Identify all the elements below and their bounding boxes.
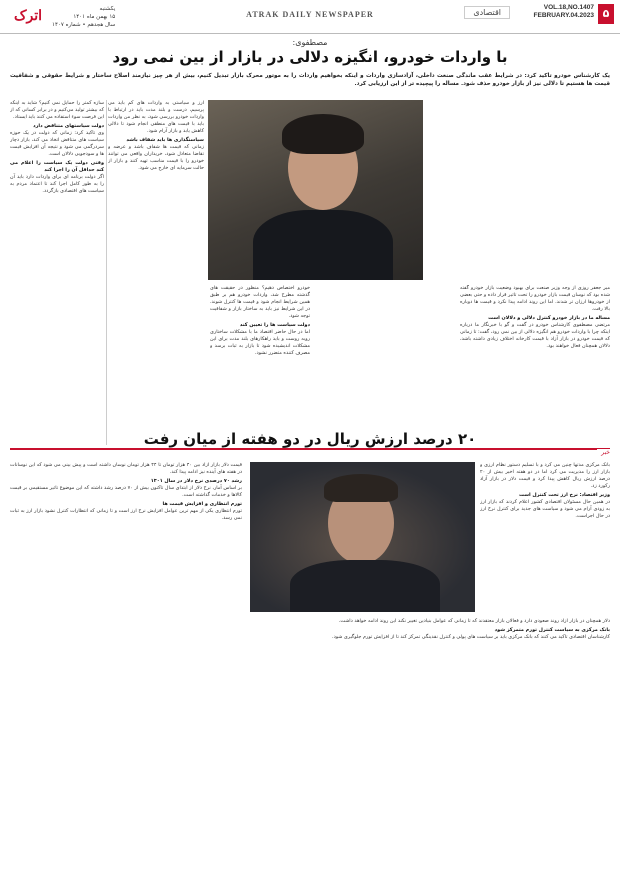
article1-col-right-subhead: مساله ما در بازار خودرو کنترل دلالی و دلالان است <box>488 315 610 321</box>
masthead <box>0 0 620 34</box>
section-band <box>10 448 610 458</box>
article1-col-far-left-text: سازه کمتر را حمایل نمی کنیم؟ شاید به اینکه که بیشتر تولید می‌کنیم و در برابر کسانی که از این فرصت سوء استفاده می کنند باید ایستاد. <box>10 100 104 120</box>
volume-line: VOL.18,NO.1407 <box>543 4 594 11</box>
page-number: ۵ <box>598 4 614 24</box>
paper-name: ATRAK DAILY NEWSPAPER <box>246 10 374 19</box>
person-suit <box>290 560 440 612</box>
newspaper-logo: اترک <box>13 8 43 24</box>
article1-col-mid-subhead: دولت سیاست ها را تعیین کند <box>239 322 310 328</box>
article1-col-mid <box>210 285 310 445</box>
band-label: خبر <box>597 449 610 456</box>
date-fa: ۱۵ بهمن ماه ۱۴۰۱ <box>73 14 116 20</box>
article1-col-left-text: ارز و سیاستی به واردات های کم باید می پرسیم، درست و بلند مدت باید در ارتباط با واردات خودرو بررسی شود، به نظر من واردات باید با قیمت های منطقی انجام شود تا دلالی کاهش یابد و بازار آرام شود. <box>108 100 204 134</box>
article1-col-far-left-text2: وی تاکید کرد: زمانی که دولت در یک حوزه سیاست های متناقض اتخاذ می کند، بازار دچار سردرگمی می شود و نتیجه آن افزایش قیمت ها و سودجویی دلالان است. <box>10 130 104 157</box>
article1-col-far-left-text3: اگر دولت برنامه ای برای واردات دارد باید آن را به طور کامل اجرا کند تا اعتماد مردم به سیاست های اقتصادی بازگردد. <box>10 174 104 194</box>
article1-col-right-text: میر جعفر روزی از وجه وزیر صنعت برای بهبود وضعیت بازار خودرو گفته شده بود که نوسان قیمت بازار خودرو را تحت تاثیر قرار داده و حتی بعضی از خودروها ارزان تر شدند. اما این روند ادامه پیدا نکرد و قیمت ها دوباره بالا رفت. <box>460 285 610 312</box>
article1-headline: با واردات خودرو، انگیزه دلالی در بازار از بین نمی رود <box>112 48 508 66</box>
article2-col-right-text2: در همین حال مسئولان اقتصادی کشور اعلام کردند که بازار ارز به زودی آرام می شود و سیاست های جدید برای کنترل نرخ ارز در حال اجراست. <box>480 499 610 519</box>
article2-col-bottom <box>250 618 610 878</box>
article1-col-mid-text2: اما در حال حاضر اقتصاد ما با مشکلات ساختاری روبه روست و باید راهکارهای بلند مدت برای این مشکلات اندیشیده شود تا بازار به ثبات برسد و مصرف کننده متضرر نشود. <box>210 329 310 356</box>
article1-col-right <box>460 285 610 445</box>
article1-col-left-text2: زمانی که قیمت ها شفاف باشد و عرضه و تقاضا متعادل شود، خریداران واقعی می توانند خودرو را با قیمت مناسب تهیه کنند و بازار از حالت سرمایه ای خارج می شود. <box>108 144 204 171</box>
article2-photo <box>250 462 475 612</box>
article2-col-right <box>480 462 610 612</box>
article2-col-mid-text: دلار همچنان در بازار آزاد روند صعودی دارد و فعالان بازار معتقدند که تا زمانی که عوامل بنیادین تغییر نکند این روند ادامه خواهد داشت. <box>338 618 610 624</box>
article2-col-left <box>10 462 242 878</box>
article1-photo <box>208 100 423 280</box>
article2-col-left-text: قیمت دلار بازار آزاد بین ۴۰ هزار تومان تا ۴۴ هزار تومان نوسان داشته است و پیش بینی می شود که این نوسانات در هفته های آینده نیز ادامه پیدا کند. <box>10 462 242 475</box>
article2-col-mid-text2: کارشناسان اقتصادی تاکید می کنند که بانک مرکزی باید بر سیاست های پولی و کنترل نقدینگی تمرکز کند تا از افزایش تورم جلوگیری شود. <box>332 634 610 640</box>
issue-line: سال هجدهم • شماره ۱۴۰۷ <box>52 22 116 28</box>
article2-col-right-text: بانک مرکزی مدتها چنین می کرد و با تسلیم دستور نظام ارزی و بازار ارز را مدیریت می کرد اما در دو هفته اخیر بیش از ۲۰ درصد ارزش ریال کاهش پیدا کرد و قیمت دلار در بازار آزاد رکورد زد. <box>480 462 610 489</box>
article2-col-right-subhead: وزیر اقتصاد: نرخ ارز تحت کنترل است <box>519 492 610 498</box>
article1-col-right-text2: مرتضی مصطفوی کارشناس خودرو در گفت و گو با خبرنگار ما درباره اینکه چرا با واردات خودرو هم انگیزه دلالی از بین نمی رود، گفت: تا زمانی که قیمت خودرو در بازار آزاد با قیمت کارخانه اختلاف زیادی داشته باشد، دلالان همچنان فعال خواهند بود. <box>460 322 610 349</box>
section-label: اقتصادی <box>464 6 510 19</box>
article2-col-left-subhead2: تورم انتظاری و افزایش قیمت ها <box>162 501 242 507</box>
article2-headline: ۲۰ درصد ارزش ریال در دو هفته از میان رفت <box>143 430 477 448</box>
weekday: یکشنبه <box>99 6 116 12</box>
person-hair <box>282 114 364 154</box>
person-suit <box>253 210 393 280</box>
article1-lede: یک کارشناس خودرو تاکید کرد: در شرایط عقب ماندگی صنعت داخلی، آزادسازی واردات و اینکه بخواهیم واردات را به موتور محرک بازار تبدیل کنیم، بیش از هر چیز نیازمند اصلاح ساختار و شرایط حقوقی و شفافیت قیمت ها هستیم تا دلالی نیز از بازار خودرو حذف شود. مساله را پیچیده تر از این ارزیابی کرد. <box>10 73 610 87</box>
date-line: FEBRUARY.04.2023 <box>533 12 594 19</box>
article2-col-mid-subhead: بانک مرکزی به سیاست کنترل تورم متمرکز شود <box>494 627 610 633</box>
article1-col-far-left-subhead: دولت سیاستهای متناقض دارد <box>33 123 104 129</box>
article2-col-left-subhead: رشد ۷۰ درصدی نرخ دلار در سال ۱۴۰۱ <box>150 478 242 484</box>
article1-col-left-subhead: سیاستگذاری ها باید شفاف باشد <box>126 137 204 143</box>
article1-kicker: مصطفوی: <box>292 38 328 47</box>
column-divider <box>106 100 107 445</box>
article1-col-left <box>108 100 204 445</box>
article1-col-far-left-subhead2: وقتی دولت یک سیاست را اعلام می کند حداقل آن را اجرا کند <box>10 160 104 173</box>
article1-col-mid-text: خودرو اختصاص دهیم؟ منظور در حقیقت های گذشته مطرح شد، واردات خودرو هم بر طبق همین شرایط انجام شود و قیمت ها کنترل شوند. در این شرایط نیز باید به ساختار بازار و شفافیت توجه شود. <box>210 285 310 319</box>
article1-header <box>10 38 610 66</box>
article2-col-left-text3: تورم انتظاری یکی از مهم ترین عوامل افزایش نرخ ارز است و تا زمانی که انتظارات کنترل نشود بازار ارز به ثبات نمی رسد. <box>10 508 242 521</box>
article2-col-left-text2: بر اساس آمار، نرخ دلار از ابتدای سال تاکنون بیش از ۷۰ درصد رشد داشته که این موضوع تاثیر مستقیمی بر قیمت کالاها و خدمات گذاشته است. <box>10 485 242 498</box>
date-block <box>52 5 115 29</box>
article1-col-far-left <box>10 100 104 445</box>
person-hair <box>324 474 398 502</box>
